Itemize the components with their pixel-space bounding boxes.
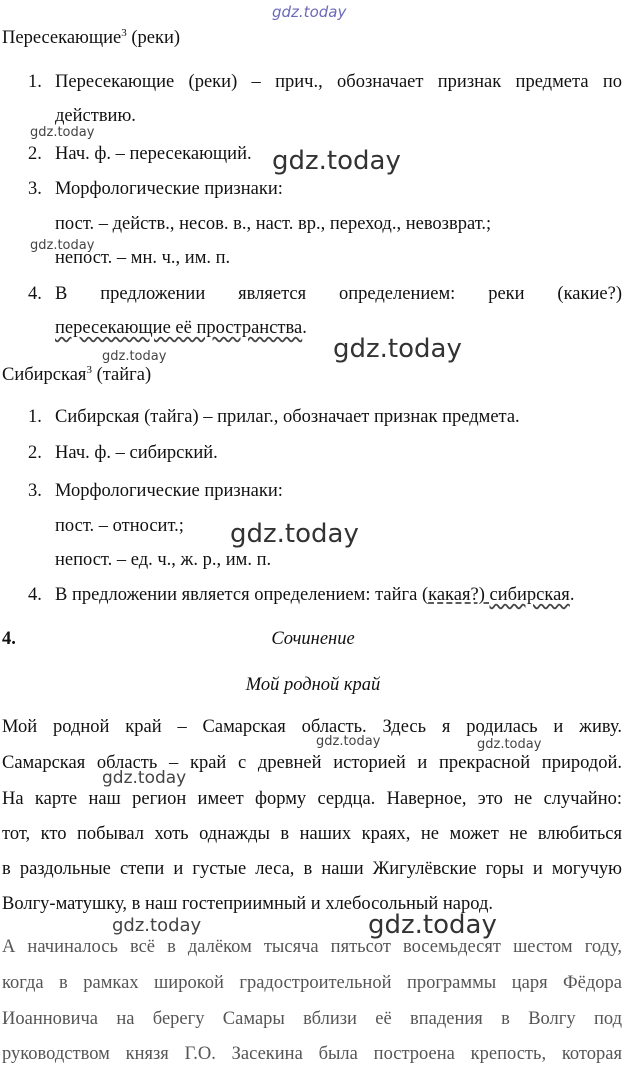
- watermark-small: gdz.today: [477, 737, 542, 752]
- watermark-small: gdz.today: [112, 915, 202, 936]
- essay-line: А начиналось всё в далёком тысяча пятьсот восемьдесят шестом году,: [2, 937, 622, 957]
- section2-heading-word: Сибирская: [2, 365, 87, 385]
- section2-item3-num: 3.: [28, 481, 42, 501]
- section2-item2-text: Нач. ф. – сибирский.: [55, 443, 218, 463]
- watermark-large: gdz.today: [272, 146, 401, 176]
- section2-item4-end: .: [569, 585, 575, 605]
- section1-heading-sup: 3: [121, 26, 127, 39]
- essay-line: На карте наш регион имеет форму сердца. Наверное, это не случайно:: [2, 789, 622, 809]
- essay-line: Волгу-матушку, в наш гостеприимный и хлебосольный народ.: [2, 894, 493, 914]
- section2-item4-text: [55, 584, 574, 606]
- section2-item3-text: Морфологические признаки:: [55, 481, 283, 501]
- section1-heading-rest: (реки): [126, 28, 181, 48]
- watermark-small: gdz.today: [102, 349, 167, 364]
- watermark-large: gdz.today: [333, 334, 462, 364]
- section1-item3-text: Морфологические признаки:: [55, 179, 283, 199]
- section2-item1-text: Сибирская (тайга) – прилаг., обозначает признак предмета.: [55, 407, 520, 427]
- essay-line: Иоанновича на берегу Самары вблизи её впадения в Волгу под: [2, 1009, 622, 1029]
- watermark-top: gdz.today: [272, 3, 347, 21]
- watermark-small: gdz.today: [316, 734, 381, 749]
- watermark-small: gdz.today: [30, 125, 95, 140]
- section2-item3-post: пост. – относит.;: [55, 516, 184, 536]
- section2-heading: [2, 364, 151, 386]
- section1-item2-text: Нач. ф. – пересекающий.: [55, 144, 252, 164]
- section1-item4-num: 4.: [28, 284, 42, 304]
- section1-item3-post: пост. – действ., несов. в., наст. вр., переход., невозврат.;: [55, 214, 492, 234]
- section1-item4-end: .: [302, 318, 307, 338]
- essay-line: Мой родной край – Самарская область. Здесь я родилась и живу.: [2, 717, 622, 737]
- watermark-large: gdz.today: [368, 910, 497, 940]
- watermark-small: gdz.today: [30, 238, 95, 253]
- section1-item1-line1: Пересекающие (реки) – прич., обозначает признак предмета по: [55, 72, 622, 92]
- essay-title: Мой родной край: [245, 675, 381, 695]
- section1-heading-word: Пересекающие: [2, 28, 122, 48]
- section2-item4-question: какая?): [428, 585, 490, 605]
- essay-line: в раздольные степи и густые леса, в наши Жигулёвские горы и могучую: [2, 859, 622, 879]
- section1-item4-underlined: пересекающие её пространства: [55, 318, 303, 338]
- section1-item1-line2: действию.: [55, 106, 136, 126]
- section2-item4-part-a: В предложении является определением: тайга (: [55, 585, 429, 605]
- essay-line: руководством князя Г.О. Засекина была построена крепость, которая: [2, 1044, 622, 1064]
- section2-item4-num: 4.: [28, 585, 42, 605]
- essay-line: когда в рамках широкой градостроительной программы царя Фёдора: [2, 973, 622, 993]
- section1-item3-nepost: непост. – мн. ч., им. п.: [55, 248, 231, 268]
- section1-heading: [2, 27, 180, 49]
- section2-item1-num: 1.: [28, 407, 42, 427]
- section2-heading-sup: 3: [86, 363, 92, 376]
- watermark-large: gdz.today: [230, 519, 359, 549]
- essay-line: Самарская область – край с древней историей и прекрасной природой.: [2, 753, 622, 773]
- section2-item2-num: 2.: [28, 443, 42, 463]
- essay-line: тот, кто побывал хоть однажды в наших краях, не может не влюбиться: [2, 824, 622, 844]
- section2-item4-underlined: сибирская: [489, 585, 570, 605]
- section2-heading-rest: (тайга): [91, 365, 152, 385]
- section1-item3-num: 3.: [28, 179, 42, 199]
- watermark-small: gdz.today: [102, 768, 187, 788]
- essay-number: 4.: [2, 629, 16, 649]
- section2-item3-nepost: непост. – ед. ч., ж. р., им. п.: [55, 550, 272, 570]
- section1-item4-line1: В предложении является определением: реки (какие?): [55, 284, 622, 304]
- essay-label: Сочинение: [271, 629, 355, 649]
- section1-item4-line2: [55, 317, 307, 339]
- section1-item2-num: 2.: [28, 144, 42, 164]
- section1-item1-num: 1.: [28, 72, 42, 92]
